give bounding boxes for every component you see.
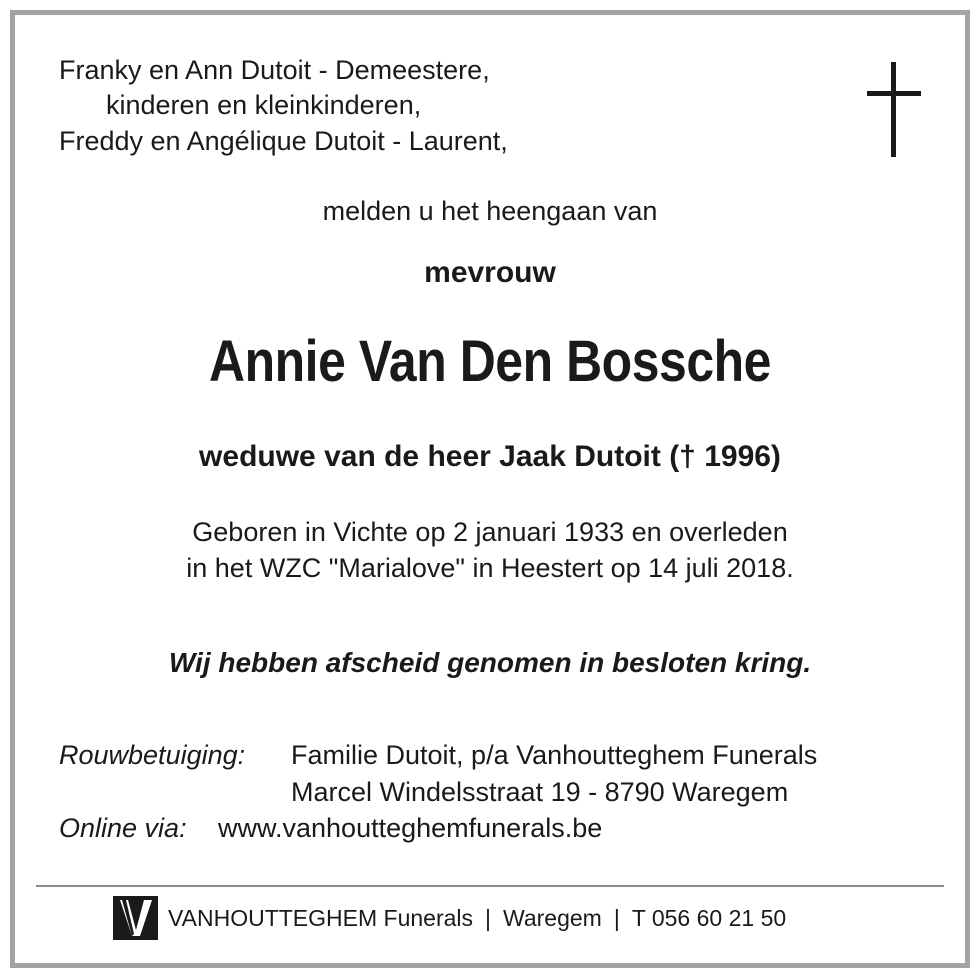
footer-city: Waregem [503,904,602,931]
condolence-label: Rouwbetuiging: [59,740,246,770]
footer-phone: T 056 60 21 50 [631,904,787,931]
footer-separator-2: | [613,904,620,931]
footer-divider [36,885,944,887]
widow-line: weduwe van de heer Jaak Dutoit († 1996) [199,440,781,473]
birth-death-line-2: in het WZC "Marialove" in Heestert op 14 juli 2018. [186,553,794,583]
cross-icon [864,60,924,160]
family-line-2: kinderen en kleinkinderen, [106,90,422,120]
online-url[interactable]: www.vanhoutteghemfunerals.be [218,813,603,843]
birth-death-line-1: Geboren in Vichte op 2 januari 1933 en overleden [192,517,788,547]
family-line-3: Freddy en Angélique Dutoit - Laurent, [59,126,508,156]
condolence-address-line-2: Marcel Windelsstraat 19 - 8790 Waregem [291,777,789,807]
footer [113,896,786,940]
farewell-text: Wij hebben afscheid genomen in besloten kring. [168,647,812,678]
condolence-address-line-1: Familie Dutoit, p/a Vanhoutteghem Funerals [291,740,818,770]
footer-separator-1: | [485,904,491,931]
online-label: Online via: [59,813,187,843]
family-line-1: Franky en Ann Dutoit - Demeestere, [59,55,490,85]
honorific-title: mevrouw [424,256,556,289]
footer-company: VANHOUTTEGHEM Funerals [168,904,474,931]
vanhoutteghem-logo-icon [113,896,158,940]
announcement: melden u het heengaan van [322,196,658,226]
deceased-name: Annie Van Den Bossche [208,329,771,394]
